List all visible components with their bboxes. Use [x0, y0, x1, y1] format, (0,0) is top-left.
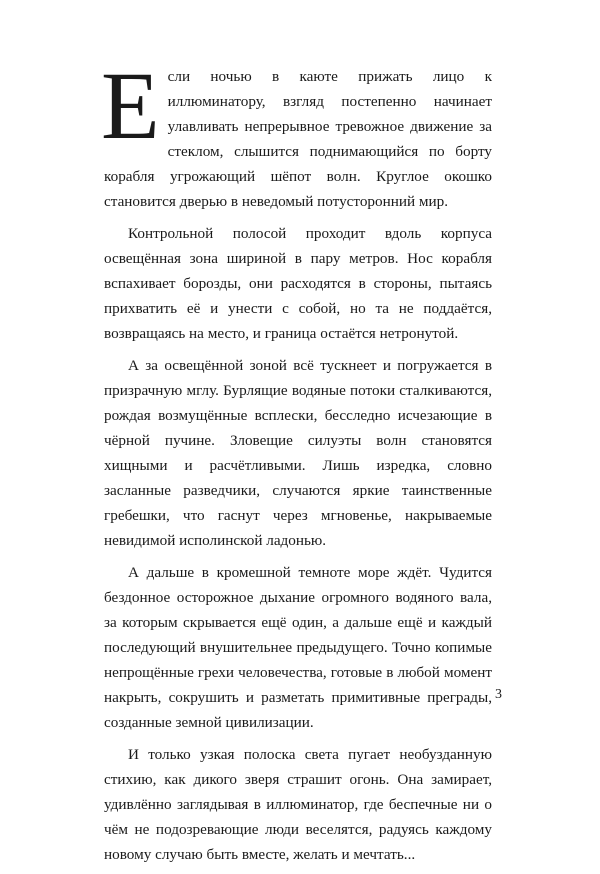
- paragraph-5: И только узкая полоска света пугает необузданную стихию, как дикого зверя страшит огонь. Она замирает, удивлённо заглядывая в иллюминатор, где беспечные ни о чём не подозревающие люди веселятся, радуясь каждому новому случаю быть вместе, желать и мечтать...: [104, 746, 492, 863]
- paragraph-2: Контрольной полосой проходит вдоль корпуса освещённая зона шириной в пару метров. Нос корабля вспахивает борозды, они расходятся в стороны, пытаясь прихватить её и унести с собой, но та не поддаётся, возвращаясь на место, и граница остаётся нетронутой.: [104, 225, 492, 342]
- paragraph-1-text: сли ночью в каюте прижать лицо к иллюминатору, взгляд постепенно начинает улавливать непрерывное тревожное движение за стеклом, слышится поднимающийся по борту корабля угрожающий шёпот волн. Круглое окошко становится дверью в неведомый потусторонний мир.: [104, 68, 492, 210]
- paragraph-4: А дальше в кромешной темноте море ждёт. Чудится бездонное осторожное дыхание огромного водяного вала, за которым скрывается ещё один, а дальше ещё и каждый последующий внушительнее предыдущего. Точно копимые непрощённые грехи человечества, готовые в любой момент накрыть, сокрушить и разметать примитивные преграды, созданные земной цивилизации.: [104, 564, 492, 731]
- drop-cap: Е: [101, 52, 160, 159]
- page-number: 3: [495, 687, 502, 702]
- body-text: [101, 52, 492, 874]
- paragraph-3: А за освещённой зоной всё тускнеет и погружается в призрачную мглу. Бурлящие водяные потоки сталкиваются, рождая возмущённые всплески, бесследно исчезающие в чёрной пучине. Зловещие силуэты волн становятся хищными и расчётливыми. Лишь изредка, словно засланные разведчики, случаются яркие таинственные гребешки, что гаснут через мгновенье, накрываемые невидимой исполинской ладонью.: [104, 357, 492, 549]
- paragraph-1: [101, 52, 492, 214]
